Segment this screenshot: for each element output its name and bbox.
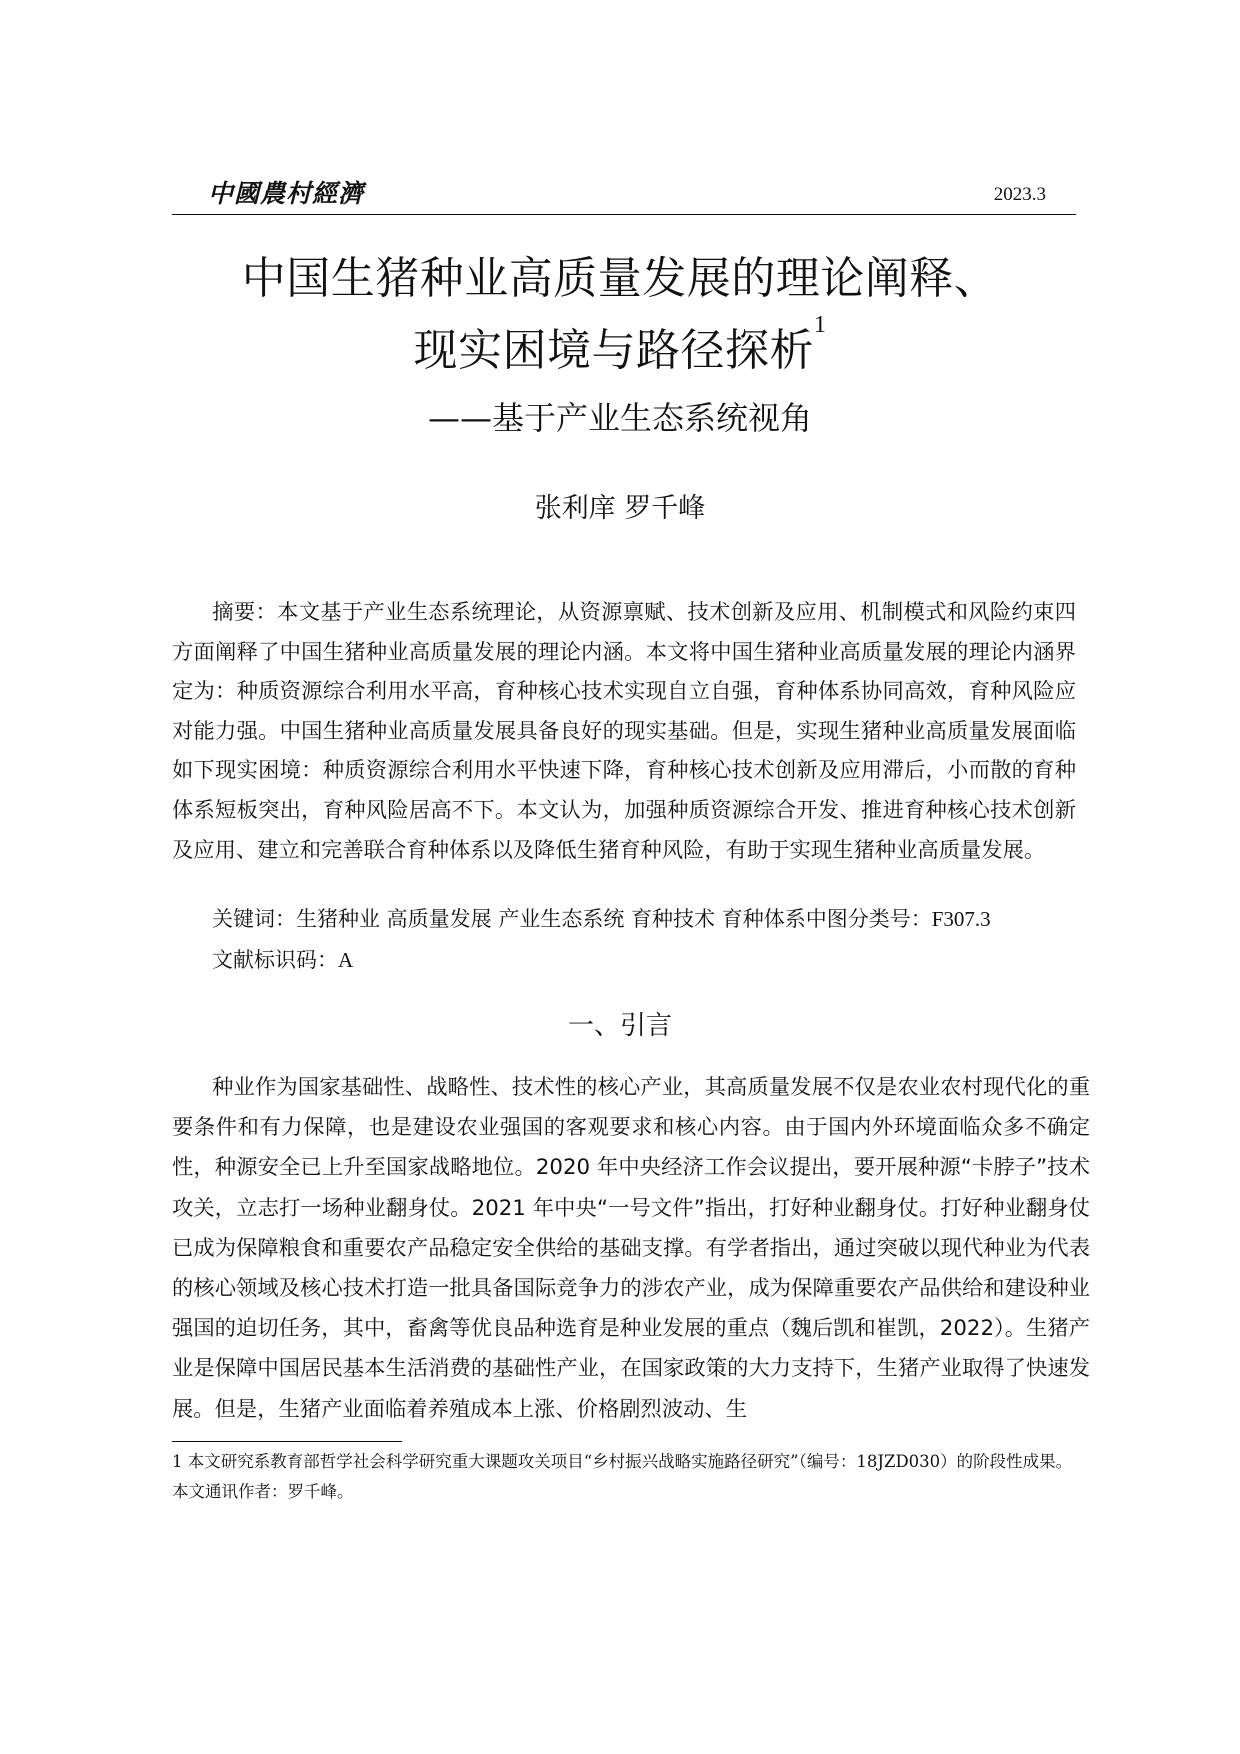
body-paragraph-text: 种业作为国家基础性、战略性、技术性的核心产业，其高质量发展不仅是农业农村现代化的重要条件和有力保障，也是建设农业强国的客观要求和核心内容。由于国内外环境面临众多不确定性，种源安全已上升至国家战略地位。2020 年中央经济工作会议提出，要开展种源“卡脖子”技术攻关，立志打一场种业翻身仗。2021 年中央“一号文件”指出，打好种业翻身仗。打好种业翻身仗已成为保障粮食和重要农产品稳定安全供给的基础支撑。有学者指出，通过突破以现代种业为代表的核心领域及核心技术打造一批具备国际竞争力的涉农产业，成为保障重要农产品供给和建设种业强国的迫切任务，其中，畜禽等优良品种选育是种业发展的重点（魏后凯和崔凯，2022）。生猪产业是保障中国居民基本生活消费的基础性产业，在国家政策的大力支持下，生猪产业取得了快速发展。但是，生猪产业面临着养殖成本上涨、价格剧烈波动、生	[172, 1075, 1090, 1422]
keywords-line	[212, 903, 991, 933]
journal-logo: 中國農村經濟	[208, 179, 365, 208]
footnote: 1 本文研究系教育部哲学社会科学研究重大课题攻关项目“乡村振兴战略实施路径研究”（编号：18JZD030）的阶段性成果。本文通讯作者：罗千峰。	[172, 1452, 1073, 1501]
title-line-1-text: 中国生猪种业高质量发展的理论阐释、	[241, 253, 999, 304]
journal-header	[172, 172, 1076, 215]
keywords-label: 关键词：	[212, 907, 296, 931]
keywords: 生猪种业 高质量发展 产业生态系统 育种技术 育种体系	[296, 907, 806, 931]
section-heading: 一、引言	[567, 1011, 672, 1041]
authors: 张利庠 罗千峰	[534, 493, 706, 524]
title-line-2-text: 现实困境与路径探析	[413, 325, 814, 376]
footnote-divider	[172, 1441, 402, 1442]
body-paragraph	[172, 1068, 1090, 1430]
title-footnote-mark: 1	[814, 312, 827, 338]
subtitle: ——基于产业生态系统视角	[427, 399, 812, 437]
abstract-text: 摘要：本文基于产业生态系统理论，从资源禀赋、技术创新及应用、机制模式和风险约束四方面阐释了中国生猪种业高质量发展的理论内涵。本文将中国生猪种业高质量发展的理论内涵界定为：种质资源综合利用水平高，育种核心技术实现自立自强，育种体系协同高效，育种风险应对能力强。中国生猪种业高质量发展具备良好的现实基础。但是，实现生猪种业高质量发展面临如下现实困境：种质资源综合利用水平快速下降，育种核心技术创新及应用滞后，小而散的育种体系短板突出，育种风险居高不下。本文认为，加强种质资源综合开发、推进育种核心技术创新及应用、建立和完善联合育种体系以及降低生猪育种风险，有助于实现生猪种业高质量发展。	[172, 600, 1076, 863]
abstract	[172, 593, 1076, 870]
title-line-2	[0, 314, 1240, 378]
title-line-1	[0, 242, 1240, 306]
doc-code-line	[212, 944, 353, 974]
clc-code: F307.3	[931, 907, 991, 931]
journal-issue: 2023.3	[993, 184, 1046, 205]
doc-code-label: 文献标识码：	[212, 948, 338, 972]
clc-label: 中图分类号：	[805, 907, 932, 931]
doc-code: A	[338, 948, 354, 972]
